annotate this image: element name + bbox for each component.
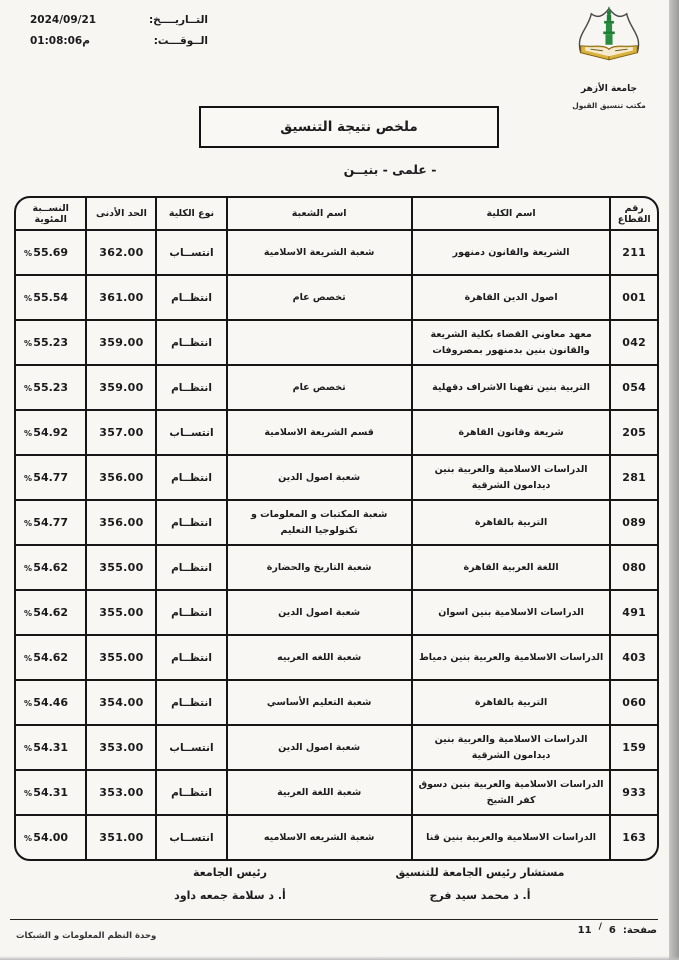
branch-cell: شعبة المكتبات و المعلومات و تكنولوجيا التعليم [227, 500, 412, 545]
signature-left [88, 866, 372, 902]
results-table-body [15, 230, 658, 860]
branch-cell: شعبة اصول الدين [227, 725, 412, 770]
code-cell: 060 [610, 680, 658, 725]
header-branch: اسم الشعبة [227, 197, 412, 230]
issuing-unit: وحدة النظم المعلومات و الشبكات [16, 931, 157, 941]
type-cell: انتظــام [156, 320, 226, 365]
type-cell: انتظــام [156, 365, 226, 410]
minimum-cell: 355.00 [86, 635, 156, 680]
percentage-cell [15, 500, 86, 545]
header-college: اسم الكلية [412, 197, 611, 230]
type-cell: انتظــام [156, 680, 226, 725]
code-cell: 080 [610, 545, 658, 590]
code-cell: 281 [610, 455, 658, 500]
minimum-cell: 353.00 [86, 725, 156, 770]
time-label: الــوقـــت: [153, 35, 208, 47]
signature-left-title: رئيس الجامعة [193, 866, 267, 879]
header-minimum: الحد الأدنى [86, 197, 156, 230]
percentage-value: 54.77 [33, 471, 69, 484]
minimum-cell: 353.00 [86, 770, 156, 815]
university-name: جامعة الأزهر [581, 84, 637, 94]
minimum-cell: 355.00 [86, 545, 156, 590]
header-percentage: النســبة المئوية [15, 197, 86, 230]
type-cell: انتظــام [156, 455, 226, 500]
page-number-separator: / [598, 922, 602, 932]
code-cell: 205 [610, 410, 658, 455]
percent-sign: % [24, 293, 33, 303]
college-cell: الدراسات الاسلامية والعربية بنين ديدامون الشرقية [412, 725, 611, 770]
code-cell: 042 [610, 320, 658, 365]
table-row [15, 815, 658, 860]
percentage-cell [15, 725, 86, 770]
type-cell: انتظــام [156, 635, 226, 680]
page-number-total: 11 [577, 925, 592, 936]
percent-sign: % [24, 248, 33, 258]
table-row [15, 725, 658, 770]
branch-cell: قسم الشريعة الاسلامية [227, 410, 412, 455]
branch-cell [227, 320, 412, 365]
table-row [15, 500, 658, 545]
page-number-label: صفحة: [622, 925, 657, 936]
minimum-cell: 354.00 [86, 680, 156, 725]
date-label: التــاريــــخ: [148, 14, 208, 26]
scan-edge-bottom [0, 956, 679, 960]
date-row [30, 14, 208, 26]
college-cell: معهد معاوني القضاء بكلية الشريعة والقانون بنين بدمنهور بمصروفات [412, 320, 611, 365]
percentage-value: 54.62 [33, 651, 69, 664]
percent-sign: % [24, 653, 33, 663]
branch-cell: تخصص عام [227, 275, 412, 320]
signature-right-title: مستشار رئيس الجامعة للتنسيق [395, 866, 565, 879]
type-cell: انتظــام [156, 770, 226, 815]
percentage-value: 55.54 [33, 291, 69, 304]
percentage-value: 54.92 [33, 426, 69, 439]
college-cell: اللغة العربية القاهرة [412, 545, 611, 590]
college-cell: التربية بنين تفهنا الاشراف دقهلية [412, 365, 611, 410]
type-cell: انتظــام [156, 590, 226, 635]
percent-sign: % [24, 833, 33, 843]
time-row [30, 35, 208, 47]
type-cell: انتظــام [156, 500, 226, 545]
college-cell: شريعة وقانون القاهرة [412, 410, 611, 455]
percent-sign: % [24, 563, 33, 573]
percentage-cell [15, 275, 86, 320]
college-cell: الدراسات الاسلامية والعربية بنين ديدامون الشرقية [412, 455, 611, 500]
header-code: رقم القطاع [610, 197, 658, 230]
branch-cell: شعبة اللغة العربية [227, 770, 412, 815]
branch-cell: تخصص عام [227, 365, 412, 410]
signature-right-name: أ. د محمد سيد فرج [429, 889, 531, 902]
minimum-cell: 359.00 [86, 365, 156, 410]
minimum-cell: 362.00 [86, 230, 156, 275]
college-cell: الدراسات الاسلامية والعربية بنين دمياط [412, 635, 611, 680]
code-cell: 159 [610, 725, 658, 770]
code-cell: 163 [610, 815, 658, 860]
percentage-cell [15, 410, 86, 455]
percentage-value: 55.69 [33, 246, 69, 259]
branch-cell: شعبة الشريعه الاسلاميه [227, 815, 412, 860]
code-cell: 001 [610, 275, 658, 320]
percentage-value: 54.77 [33, 516, 69, 529]
university-logo-block [561, 5, 657, 110]
percentage-value: 54.62 [33, 561, 69, 574]
college-cell: التربية بالقاهرة [412, 680, 611, 725]
page-number [577, 922, 657, 936]
percentage-value: 55.23 [33, 381, 69, 394]
scan-edge-right [669, 0, 679, 960]
header-type: نوع الكلية [156, 197, 226, 230]
code-cell: 403 [610, 635, 658, 680]
type-cell: انتســاب [156, 725, 226, 770]
minimum-cell: 357.00 [86, 410, 156, 455]
college-cell: الشريعة والقانون دمنهور [412, 230, 611, 275]
college-cell: الدراسات الاسلامية والعربية بنين قنا [412, 815, 611, 860]
percent-sign: % [24, 338, 33, 348]
percent-sign: % [24, 473, 33, 483]
percentage-value: 54.00 [33, 831, 69, 844]
percent-sign: % [24, 743, 33, 753]
type-cell: انتظــام [156, 545, 226, 590]
percentage-cell [15, 545, 86, 590]
datetime-block [30, 14, 208, 56]
table-row [15, 275, 658, 320]
page-number-current: 6 [608, 925, 616, 936]
percent-sign: % [24, 428, 33, 438]
code-cell: 211 [610, 230, 658, 275]
branch-cell: شعبة التاريخ والحضارة [227, 545, 412, 590]
percent-sign: % [24, 608, 33, 618]
type-cell: انتســاب [156, 230, 226, 275]
branch-cell: شعبة اللغه العربيه [227, 635, 412, 680]
table-row [15, 545, 658, 590]
report-subtitle: - علمى - بنيــن [343, 162, 437, 177]
college-cell: التربية بالقاهرة [412, 500, 611, 545]
percentage-value: 54.46 [33, 696, 69, 709]
report-title: ملخص نتيجة التنسيق [280, 119, 418, 135]
branch-cell: شعبة الشريعة الاسلامية [227, 230, 412, 275]
code-cell: 089 [610, 500, 658, 545]
minimum-cell: 356.00 [86, 500, 156, 545]
report-title-box [199, 106, 499, 148]
percentage-cell [15, 590, 86, 635]
code-cell: 054 [610, 365, 658, 410]
percent-sign: % [24, 383, 33, 393]
percent-sign: % [24, 698, 33, 708]
percentage-cell [15, 230, 86, 275]
minimum-cell: 361.00 [86, 275, 156, 320]
minimum-cell: 356.00 [86, 455, 156, 500]
percent-sign: % [24, 788, 33, 798]
branch-cell: شعبة التعليم الأساسي [227, 680, 412, 725]
type-cell: انتســاب [156, 815, 226, 860]
signature-left-name: أ. د سلامة جمعه داود [174, 889, 286, 902]
percentage-cell [15, 320, 86, 365]
minimum-cell: 359.00 [86, 320, 156, 365]
percentage-cell [15, 815, 86, 860]
table-row [15, 455, 658, 500]
table-row [15, 410, 658, 455]
minimum-cell: 355.00 [86, 590, 156, 635]
code-cell: 933 [610, 770, 658, 815]
date-value: 2024/09/21 [30, 14, 97, 26]
table-row [15, 365, 658, 410]
table-row [15, 770, 658, 815]
results-table [14, 196, 659, 861]
office-name: مكتب تنسيق القبول [572, 101, 646, 110]
type-cell: انتســاب [156, 410, 226, 455]
percentage-value: 55.23 [33, 336, 69, 349]
percentage-cell [15, 770, 86, 815]
percentage-cell [15, 635, 86, 680]
table-header-row [15, 197, 658, 230]
table-row [15, 230, 658, 275]
branch-cell: شعبة اصول الدين [227, 590, 412, 635]
table-row [15, 590, 658, 635]
table-row [15, 320, 658, 365]
time-value: 01:08:06م [30, 35, 90, 47]
college-cell: اصول الدين القاهرة [412, 275, 611, 320]
percentage-value: 54.31 [33, 786, 69, 799]
branch-cell: شعبة اصول الدين [227, 455, 412, 500]
percentage-cell [15, 365, 86, 410]
footer-divider [10, 919, 658, 920]
percent-sign: % [24, 518, 33, 528]
type-cell: انتظــام [156, 275, 226, 320]
percentage-cell [15, 455, 86, 500]
table-row [15, 635, 658, 680]
table-row [15, 680, 658, 725]
college-cell: الدراسات الاسلامية بنين اسوان [412, 590, 611, 635]
minimum-cell: 351.00 [86, 815, 156, 860]
percentage-cell [15, 680, 86, 725]
percentage-value: 54.62 [33, 606, 69, 619]
percentage-value: 54.31 [33, 741, 69, 754]
college-cell: الدراسات الاسلامية والعربية بنين دسوق كفر الشيخ [412, 770, 611, 815]
azhar-university-emblem-icon [561, 5, 657, 81]
code-cell: 491 [610, 590, 658, 635]
